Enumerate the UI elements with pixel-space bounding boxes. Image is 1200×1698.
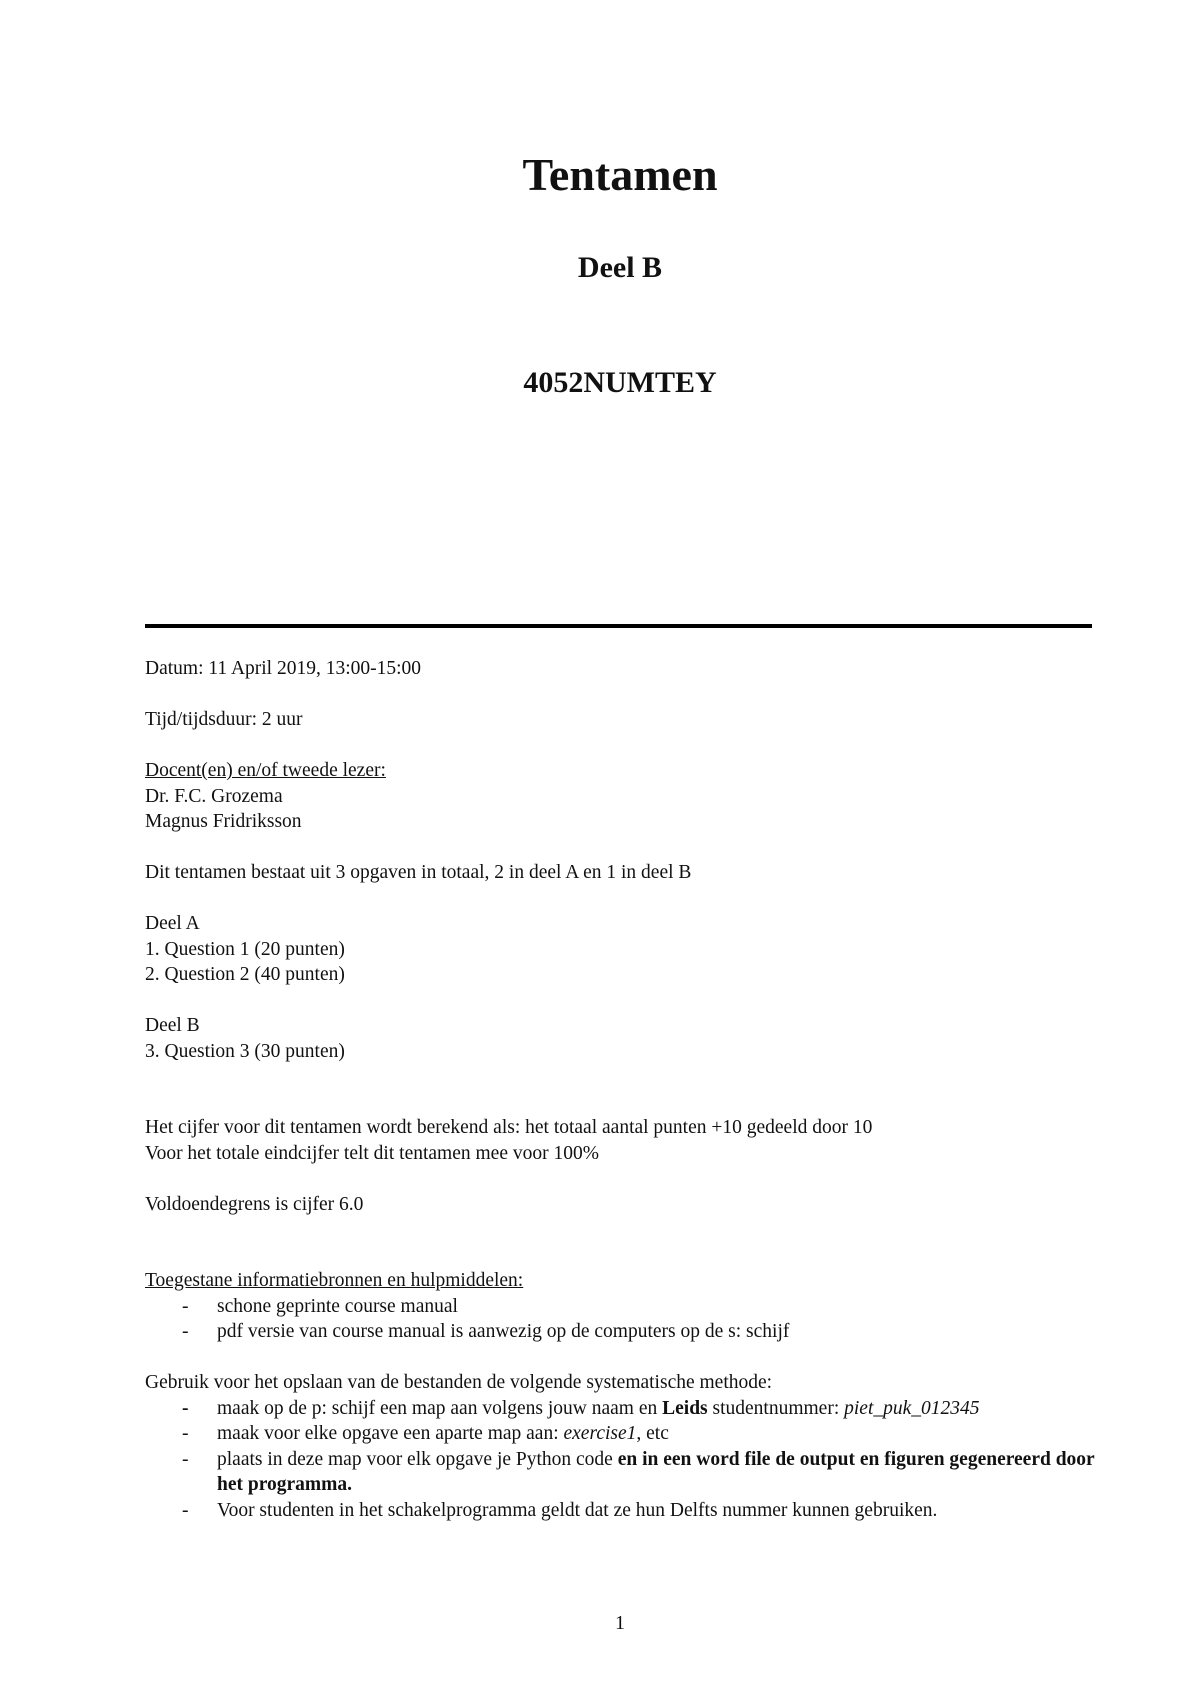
- list-item: - schone geprinte course manual: [145, 1294, 1105, 1320]
- question-item: 2. Question 2 (40 punten): [145, 964, 345, 985]
- list-item: - plaats in deze map voor elk opgave je Python code en in een word file de output en figuren gegenereerd door het programma.: [182, 1448, 1095, 1495]
- method-list: [145, 1396, 1105, 1524]
- teacher-name: Magnus Fridriksson: [145, 811, 302, 832]
- dash-bullet: -: [182, 1499, 189, 1521]
- page-number: 1: [615, 1612, 625, 1634]
- dash-bullet: -: [182, 1295, 189, 1317]
- list-item: - maak voor elke opgave een aparte map aan: exercise1, etc: [145, 1421, 1105, 1447]
- question-item: 1. Question 1 (20 punten): [145, 938, 345, 960]
- grading-weight: Voor het totale eindcijfer telt dit tentamen mee voor 100%: [145, 1142, 599, 1164]
- exam-overview: Dit tentamen bestaat uit 3 opgaven in totaal, 2 in deel A en 1 in deel B: [145, 862, 692, 883]
- teacher-name: Dr. F.C. Grozema: [145, 785, 283, 807]
- list-item: - pdf versie van course manual is aanwezig op de computers op de s: schijf: [145, 1319, 1105, 1345]
- resources-label: Toegestane informatiebronnen en hulpmiddelen:: [145, 1270, 524, 1291]
- dash-bullet: -: [182, 1448, 189, 1470]
- exam-info-body: [145, 656, 1105, 1523]
- pass-threshold: Voldoendegrens is cijfer 6.0: [145, 1193, 364, 1215]
- teachers-label: Docent(en) en/of tweede lezer:: [145, 760, 386, 781]
- exam-duration: Tijd/tijdsduur: 2 uur: [145, 709, 303, 730]
- list-item: - maak op de p: schijf een map aan volgens jouw naam en Leids studentnummer: piet_puk_012345: [145, 1396, 1105, 1422]
- horizontal-divider: [145, 624, 1092, 628]
- resources-list: [145, 1294, 1105, 1345]
- page-subtitle: Deel B: [577, 251, 663, 284]
- section-heading-a: Deel A: [145, 913, 200, 934]
- dash-bullet: -: [182, 1397, 189, 1419]
- grading-formula: Het cijfer voor dit tentamen wordt berekend als: het totaal aantal punten +10 gedeeld door 10: [145, 1117, 873, 1138]
- list-item: - Voor studenten in het schakelprogramma geldt dat ze hun Delfts nummer kunnen gebruiken.: [145, 1498, 1105, 1524]
- question-item: 3. Question 3 (30 punten): [145, 1040, 345, 1062]
- dash-bullet: -: [182, 1321, 189, 1342]
- course-code: 4052NUMTEY: [523, 366, 717, 399]
- dash-bullet: -: [182, 1423, 189, 1444]
- page-title: Tentamen: [522, 149, 718, 200]
- method-intro: Gebruik voor het opslaan van de bestanden de volgende systematische methode:: [145, 1372, 773, 1393]
- section-heading-b: Deel B: [145, 1015, 200, 1036]
- exam-date: Datum: 11 April 2019, 13:00-15:00: [145, 658, 422, 679]
